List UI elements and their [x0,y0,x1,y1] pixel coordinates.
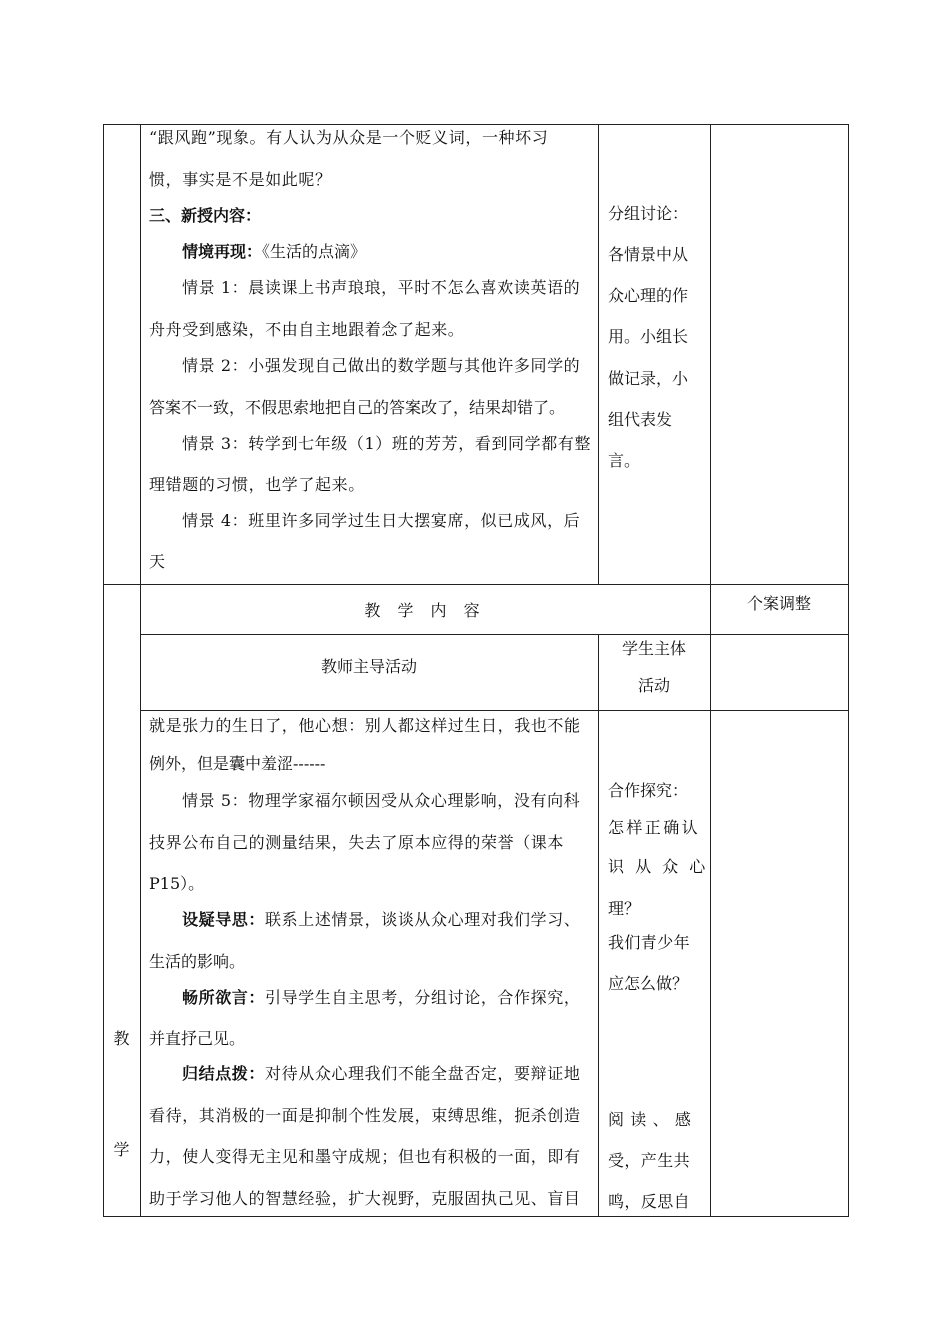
paragraph-line: 惯，事实是不是如此呢？ [149,170,332,189]
bold-label: 设疑导思： [182,910,266,929]
paragraph-line: 情景 4：班里许多同学过生日大摆宴席，似已成风，后 [182,511,581,530]
paragraph-line: 力，使人变得无主见和墨守成规；但也有积极的一面，即有 [149,1147,581,1166]
paragraph-line: P15）。 [149,874,205,893]
student-activity-line: 众心理的作 [608,286,689,305]
table-column-divider [710,124,711,1217]
student-activity-line: 阅 读 、 感 [608,1110,692,1129]
student-activity-line: 我们青少年 [608,933,691,952]
teacher-activity-header: 教师主导活动 [320,657,417,676]
paragraph-line [182,242,366,262]
student-activity-line: 受，产生共 [608,1151,691,1170]
table-column-divider [598,634,599,1217]
table-row-divider [140,710,849,711]
section-label-char: 学 [113,1140,130,1159]
adjust-header: 个案调整 [746,594,811,613]
paragraph-line: 技界公布自己的测量结果，失去了原本应得的荣誉（课本 [149,833,565,852]
student-activity-header: 活动 [637,676,670,695]
section-heading: 三、新授内容： [149,206,262,225]
bold-label: 畅所欲言： [182,988,266,1007]
bold-label: 情境再现： [182,242,263,261]
student-activity-line: 识 从 众 心 [608,857,709,876]
table-column-divider [598,124,599,585]
paragraph-line: 看待，其消极的一面是抑制个性发展，束缚思维，扼杀创造 [149,1106,581,1125]
student-activity-line: 言。 [608,451,641,470]
student-activity-line: 组代表发 [608,410,673,429]
student-activity-header: 学生主体 [621,639,686,658]
table-row-divider [103,584,849,585]
student-activity-line: 理？ [608,899,641,918]
paragraph-line: 情景 3：转学到七年级（1）班的芳芳，看到同学都有整 [182,434,592,453]
student-activity-line: 鸣，反思自 [608,1192,691,1211]
paragraph-line: 并直抒己见。 [149,1029,246,1048]
paragraph-line: 天 [149,552,166,571]
table-border-top [103,124,849,125]
student-activity-line: 合作探究： [608,781,689,800]
content-header: 教 学 内 容 [364,601,486,620]
table-row-divider [140,634,849,635]
paragraph-line: 生活的影响。 [149,952,246,971]
paragraph-line: 答案不一致，不假思索地把自己的答案改了，结果却错了。 [149,398,566,417]
student-activity-line: 应怎么做？ [608,974,689,993]
paragraph-text: 对待从众心理我们不能全盘否定，要辩证地 [265,1064,581,1083]
paragraph-line [182,988,580,1008]
student-activity-line: 怎样正确认 [608,818,701,837]
student-activity-line: 各情景中从 [608,245,689,264]
paragraph-line: 例外，但是囊中羞涩------ [149,754,326,773]
paragraph-line [182,910,580,930]
table-border-right [848,124,849,1217]
paragraph-line: 舟舟受到感染，不由自主地跟着念了起来。 [149,320,465,339]
bold-label: 归结点拨： [182,1064,266,1083]
paragraph-line: 助于学习他人的智慧经验，扩大视野，克服固执己见、盲目 [149,1189,581,1208]
student-activity-line: 做记录，小 [608,369,689,388]
paragraph-text: 联系上述情景，谈谈从众心理对我们学习、 [265,910,581,929]
paragraph-line: 理错题的习惯，也学了起来。 [149,475,365,494]
paragraph-line: “跟风跑”现象。有人认为从众是一个贬义词，一种坏习 [149,128,549,147]
paragraph-line: 就是张力的生日了，他心想：别人都这样过生日，我也不能 [149,716,581,735]
table-border-left [103,124,104,1217]
student-activity-line: 分组讨论： [608,204,689,223]
paragraph-text: 引导学生自主思考，分组讨论，合作探究， [265,988,581,1007]
paragraph-line: 情景 5：物理学家福尔顿因受从众心理影响，没有向科 [182,791,581,810]
paragraph-line [182,1064,580,1084]
paragraph-line: 情景 1：晨读课上书声琅琅，平时不怎么喜欢读英语的 [182,278,581,297]
paragraph-text: 《生活的点滴》 [262,242,367,261]
table-border-bottom [103,1216,849,1217]
paragraph-line: 情景 2：小强发现自己做出的数学题与其他许多同学的 [182,356,581,375]
student-activity-line: 用。小组长 [608,327,689,346]
section-label-char: 教 [113,1029,130,1048]
